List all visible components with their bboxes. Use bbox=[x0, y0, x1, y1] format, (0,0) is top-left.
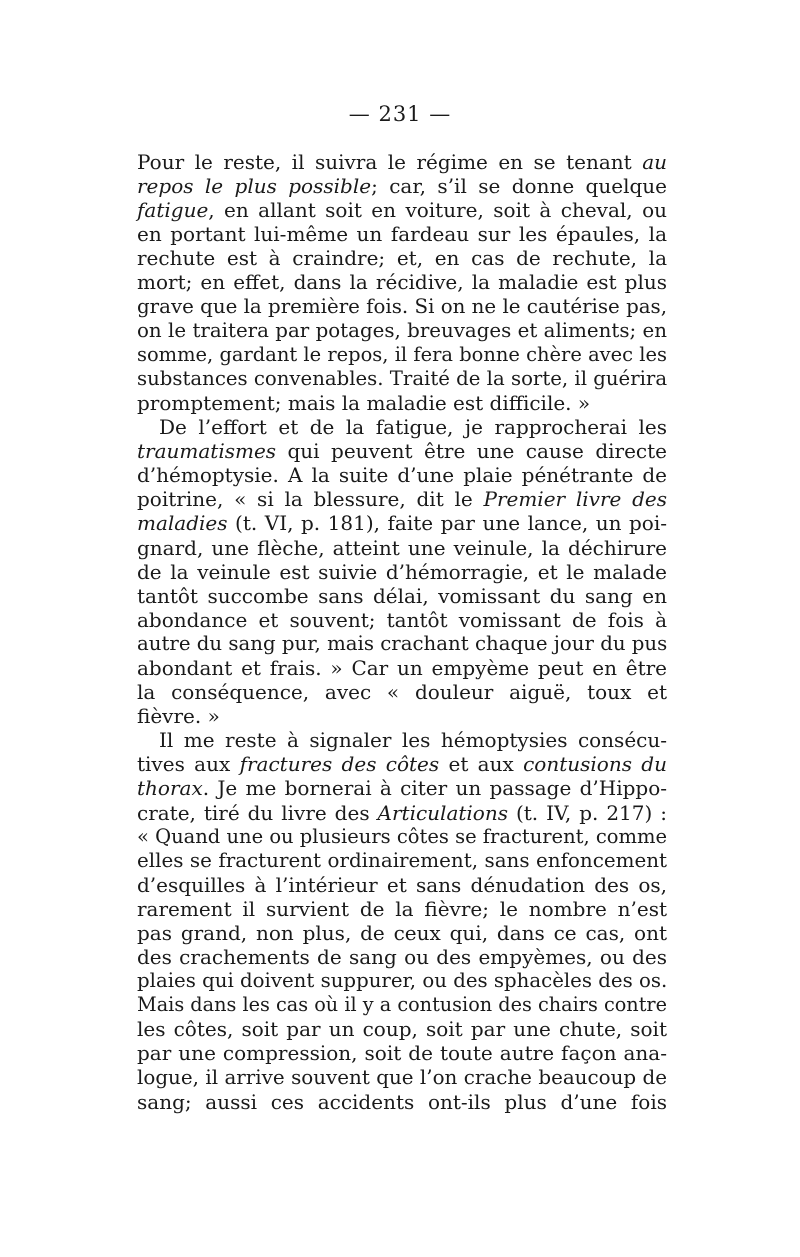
text-run: De l’effort et de la fatigue, je rapprocherai les bbox=[159, 415, 667, 440]
text-line bbox=[137, 1066, 667, 1090]
text-run: d’esquilles à l’intérieur et sans dénudation des os, bbox=[137, 872, 667, 897]
text-run: gnard, une flèche, atteint une veinule, la déchirure bbox=[137, 535, 667, 560]
italic-text: fractures des côtes bbox=[239, 752, 440, 777]
italic-text: repos le plus possible bbox=[137, 174, 372, 199]
text-run: par une compression, soit de toute autre façon ana- bbox=[137, 1041, 667, 1066]
text-line bbox=[137, 584, 667, 608]
text-run: autre du sang pur, mais crachant chaque jour du pus bbox=[137, 631, 668, 655]
text-run: des crachements de sang ou des empyèmes, ou des bbox=[137, 945, 667, 970]
text-run: abondance et souvent; tantôt vomissant de fois à bbox=[137, 607, 667, 632]
text-line bbox=[137, 487, 667, 511]
text-line bbox=[137, 656, 667, 680]
text-line bbox=[137, 752, 667, 776]
text-line bbox=[137, 921, 667, 945]
text-run: Il me reste à signaler les hémoptysies consécu- bbox=[159, 728, 667, 753]
text-run: et aux bbox=[439, 752, 524, 777]
text-run: qui peuvent être une cause directe bbox=[276, 439, 667, 464]
text-run: promptement; mais la maladie est difficile. » bbox=[137, 390, 591, 415]
text-line bbox=[137, 945, 667, 969]
text-run: Pour le reste, il suivra le régime en se tenant bbox=[137, 150, 643, 174]
text-run: fièvre. » bbox=[137, 704, 220, 729]
text-line bbox=[137, 198, 667, 222]
text-run: pas grand, non plus, de ceux qui, dans ce cas, ont bbox=[137, 921, 667, 945]
text-line bbox=[137, 174, 667, 198]
text-run: logue, il arrive souvent que l’on crache beaucoup de bbox=[137, 1065, 667, 1089]
italic-text: Articulations bbox=[377, 800, 508, 825]
text-run: , en allant soit en voiture, soit à cheval, ou bbox=[208, 198, 667, 223]
text-run: en portant lui-même un fardeau sur les épaules, la bbox=[137, 222, 667, 247]
text-line bbox=[137, 1090, 667, 1114]
text-line bbox=[137, 367, 667, 391]
italic-text: maladies bbox=[137, 511, 228, 536]
text-run: les côtes, soit par un coup, soit par une chute, soit bbox=[137, 1017, 667, 1042]
text-line bbox=[137, 897, 667, 921]
text-run: d’hémoptysie. A la suite d’une plaie pénétrante de bbox=[137, 463, 667, 488]
italic-text: au bbox=[642, 150, 667, 174]
text-line bbox=[137, 439, 667, 463]
text-line bbox=[137, 728, 667, 752]
text-line bbox=[137, 246, 667, 270]
text-run: ; car, s’il se donne quelque bbox=[371, 174, 667, 199]
text-line bbox=[137, 150, 667, 174]
text-run: rechute est à craindre; et, en cas de rechute, la bbox=[137, 246, 667, 271]
text-line bbox=[137, 704, 667, 728]
text-run: Mais dans les cas où il y a contusion des chairs contre bbox=[137, 993, 667, 1017]
body-text bbox=[137, 150, 667, 1114]
italic-text: thorax bbox=[137, 776, 203, 801]
text-line bbox=[137, 632, 667, 656]
text-line bbox=[137, 319, 667, 343]
text-run: substances convenables. Traité de la sorte, il guérira bbox=[137, 366, 668, 390]
text-line bbox=[137, 873, 667, 897]
text-line bbox=[137, 295, 667, 319]
italic-text: fatigue bbox=[137, 198, 209, 223]
italic-text: contusions du bbox=[523, 752, 667, 777]
text-run: la conséquence, avec « douleur aiguë, toux et bbox=[137, 680, 667, 705]
text-line bbox=[137, 222, 667, 246]
text-line bbox=[137, 969, 667, 993]
text-run: (t. VI, p. 181), faite par une lance, un poi- bbox=[227, 511, 667, 536]
page-number: — 231 — bbox=[348, 102, 452, 126]
text-run: crate, tiré du livre des bbox=[137, 800, 378, 825]
italic-text: Premier livre des bbox=[483, 487, 667, 512]
text-line bbox=[137, 608, 667, 632]
text-run: sang; aussi ces accidents ont-ils plus d’une fois bbox=[137, 1089, 667, 1114]
text-line bbox=[137, 560, 667, 584]
text-run: (t. IV, p. 217) : bbox=[508, 800, 667, 825]
text-run: on le traitera par potages, breuvages et aliments; en bbox=[137, 318, 667, 342]
text-line bbox=[137, 849, 667, 873]
text-run: rarement il survient de la fièvre; le nombre n’est bbox=[137, 896, 667, 921]
text-line bbox=[137, 463, 667, 487]
text-line bbox=[137, 776, 667, 800]
text-line bbox=[137, 680, 667, 704]
text-line bbox=[137, 825, 667, 849]
text-run: abondant et frais. » Car un empyème peut en être bbox=[137, 655, 667, 680]
text-line bbox=[137, 1017, 667, 1041]
text-run: tantôt succombe sans délai, vomissant du sang en bbox=[137, 583, 667, 608]
text-line bbox=[137, 801, 667, 825]
text-line bbox=[137, 415, 667, 439]
text-line bbox=[137, 511, 667, 535]
text-run: poitrine, « si la blessure, dit le bbox=[137, 487, 484, 512]
text-run: mort; en effet, dans la récidive, la maladie est plus bbox=[137, 270, 667, 295]
text-run: grave que la première fois. Si on ne le cautérise pas, bbox=[137, 294, 667, 318]
text-run: . Je me bornerai à citer un passage d’Hippo- bbox=[202, 776, 667, 801]
text-run: plaies qui doivent suppurer, ou des sphacèles des os. bbox=[137, 969, 668, 993]
italic-text: traumatismes bbox=[137, 439, 277, 464]
text-run: somme, gardant le repos, il fera bonne chère avec les bbox=[137, 342, 667, 366]
text-run: elles se fracturent ordinairement, sans enfoncement bbox=[137, 848, 667, 872]
text-line bbox=[137, 270, 667, 294]
text-line bbox=[137, 1041, 667, 1065]
text-run: « Quand une ou plusieurs côtes se fracturent, comme bbox=[137, 824, 667, 848]
text-line bbox=[137, 536, 667, 560]
text-run: de la veinule est suivie d’hémorragie, et le malade bbox=[137, 559, 667, 584]
text-line bbox=[137, 343, 667, 367]
text-line bbox=[137, 993, 667, 1017]
text-run: tives aux bbox=[137, 752, 240, 777]
text-line bbox=[137, 391, 667, 415]
